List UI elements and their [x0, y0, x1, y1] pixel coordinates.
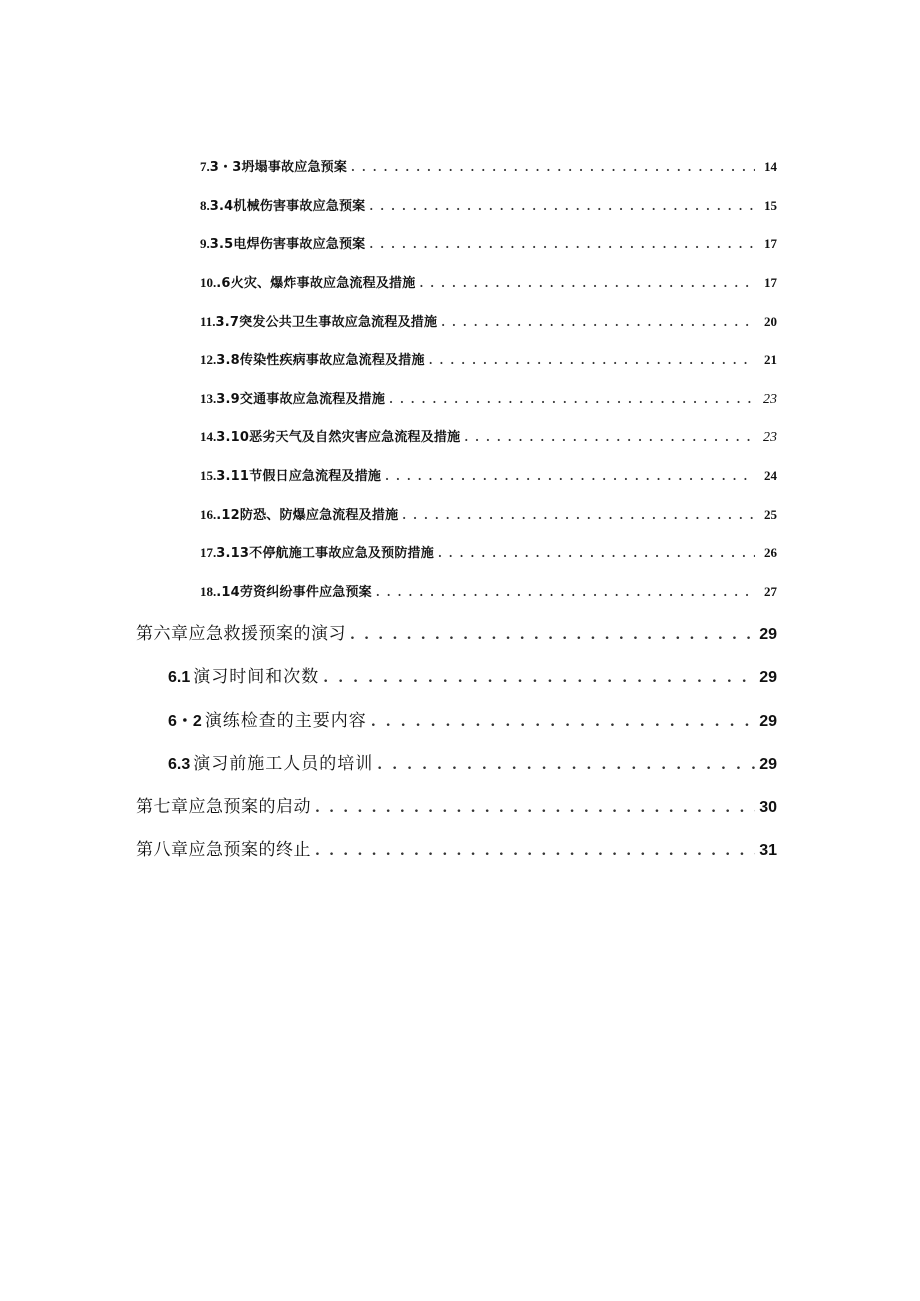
toc-section-title: 演练检查的主要内容 [204, 711, 367, 731]
toc-entry-number: 12. [200, 352, 217, 367]
toc-entry[interactable] [200, 233, 777, 253]
dot-leader [369, 199, 755, 214]
toc-entry-title: 3.5电焊伤害事故应急预案 [209, 237, 366, 252]
toc-entry-page: 27 [764, 584, 777, 599]
dot-leader [377, 754, 755, 774]
toc-entry-page: 14 [764, 159, 777, 174]
toc-entry[interactable] [200, 504, 777, 524]
toc-entry-page: 23 [763, 392, 777, 407]
dot-leader [441, 315, 755, 330]
toc-entry-title: 3.10恶劣天气及自然灾害应急流程及措施 [216, 430, 461, 445]
toc-entry-number: 10. [200, 275, 217, 290]
toc-entry-page: 21 [764, 352, 777, 367]
toc-entry-title: 3.13不停航施工事故应急及预防措施 [216, 546, 434, 561]
dot-leader [429, 353, 755, 368]
toc-entry-page: 17 [764, 275, 777, 290]
dot-leader [376, 585, 755, 600]
dot-leader [371, 711, 755, 731]
toc-entry-page: 17 [764, 236, 777, 251]
toc-entry-number: 15. [200, 468, 217, 483]
dot-leader [419, 276, 755, 291]
toc-chapter-page: 31 [759, 842, 777, 859]
dot-leader [464, 430, 755, 445]
toc-entry-number: 9. [200, 236, 210, 251]
toc-entry-title: .12防恐、防爆应急流程及措施 [216, 508, 399, 523]
toc-entry-page: 25 [764, 507, 777, 522]
dot-leader [385, 469, 755, 484]
toc-chapter-title: 第八章应急预案的终止 [136, 840, 311, 860]
toc-section-page: 29 [759, 756, 777, 773]
toc-entry-number: 7. [200, 159, 210, 174]
toc-entry[interactable] [200, 542, 777, 562]
toc-entry-title: .14劳资纠纷事件应急预案 [216, 585, 372, 600]
toc-chapter-7[interactable] [136, 792, 777, 816]
dot-leader [351, 160, 755, 175]
toc-entry[interactable] [200, 349, 777, 369]
toc-entry-number: 17. [200, 545, 217, 560]
toc-entry-title: 3.8传染性疾病事故应急流程及措施 [216, 353, 425, 368]
toc-entry[interactable] [200, 465, 777, 485]
toc-entry[interactable] [200, 272, 777, 292]
toc-entry-page: 26 [764, 545, 777, 560]
toc-entry-title: 3・3坍塌事故应急预案 [209, 160, 348, 175]
toc-chapter-title: 第七章应急预案的启动 [136, 797, 311, 817]
toc-entry-title: .6火灾、爆炸事故应急流程及措施 [216, 276, 416, 291]
toc-section[interactable] [168, 749, 777, 773]
toc-entry-title: 3.11节假日应急流程及措施 [216, 469, 382, 484]
toc-entry[interactable] [200, 426, 777, 446]
dot-leader [369, 237, 755, 252]
toc-entry[interactable] [200, 195, 777, 215]
toc-entry[interactable] [200, 388, 777, 408]
toc-entry-page: 15 [764, 198, 777, 213]
toc-entry[interactable] [200, 156, 777, 176]
toc-entry-number: 11. [200, 314, 216, 329]
toc-entry[interactable] [200, 581, 777, 601]
dot-leader [350, 624, 755, 644]
toc-section-title: 演习前施工人员的培训 [193, 754, 374, 774]
toc-entry-number: 16. [200, 507, 217, 522]
toc-entry-number: 8. [200, 198, 210, 213]
toc-chapter-title: 第六章应急救援预案的演习 [136, 624, 346, 644]
dot-leader [315, 797, 755, 817]
toc-section-number: 6.3 [168, 756, 191, 773]
toc-entry-title: 3.4机械伤害事故应急预案 [209, 199, 366, 214]
dot-leader [438, 546, 755, 561]
toc-entry-page: 24 [764, 468, 777, 483]
toc-entry-title: 3.9交通事故应急流程及措施 [216, 392, 386, 407]
toc-entry-page: 20 [764, 314, 777, 329]
toc-entry-number: 14. [200, 429, 217, 444]
toc-entry-page: 23 [763, 430, 777, 445]
toc-entry-number: 13. [200, 391, 217, 406]
toc-chapter-page: 29 [759, 626, 777, 643]
toc-chapter-8[interactable] [136, 835, 777, 859]
toc-section-page: 29 [759, 669, 777, 686]
toc-chapter-page: 30 [759, 799, 777, 816]
toc-section-title: 演习时间和次数 [193, 667, 320, 687]
dot-leader [402, 508, 755, 523]
toc-section-number: 6.1 [168, 669, 191, 686]
toc-entry-title: 3.7突发公共卫生事故应急流程及措施 [215, 315, 438, 330]
toc-entry-number: 18. [200, 584, 217, 599]
toc-section[interactable] [168, 662, 777, 686]
toc-section-page: 29 [759, 713, 777, 730]
dot-leader [389, 392, 755, 407]
toc-chapter-6[interactable] [136, 619, 777, 643]
toc-section-number: 6・2 [168, 713, 202, 730]
toc-section[interactable] [168, 706, 777, 730]
dot-leader [323, 667, 755, 687]
dot-leader [315, 840, 755, 860]
toc-entry[interactable] [200, 311, 777, 331]
